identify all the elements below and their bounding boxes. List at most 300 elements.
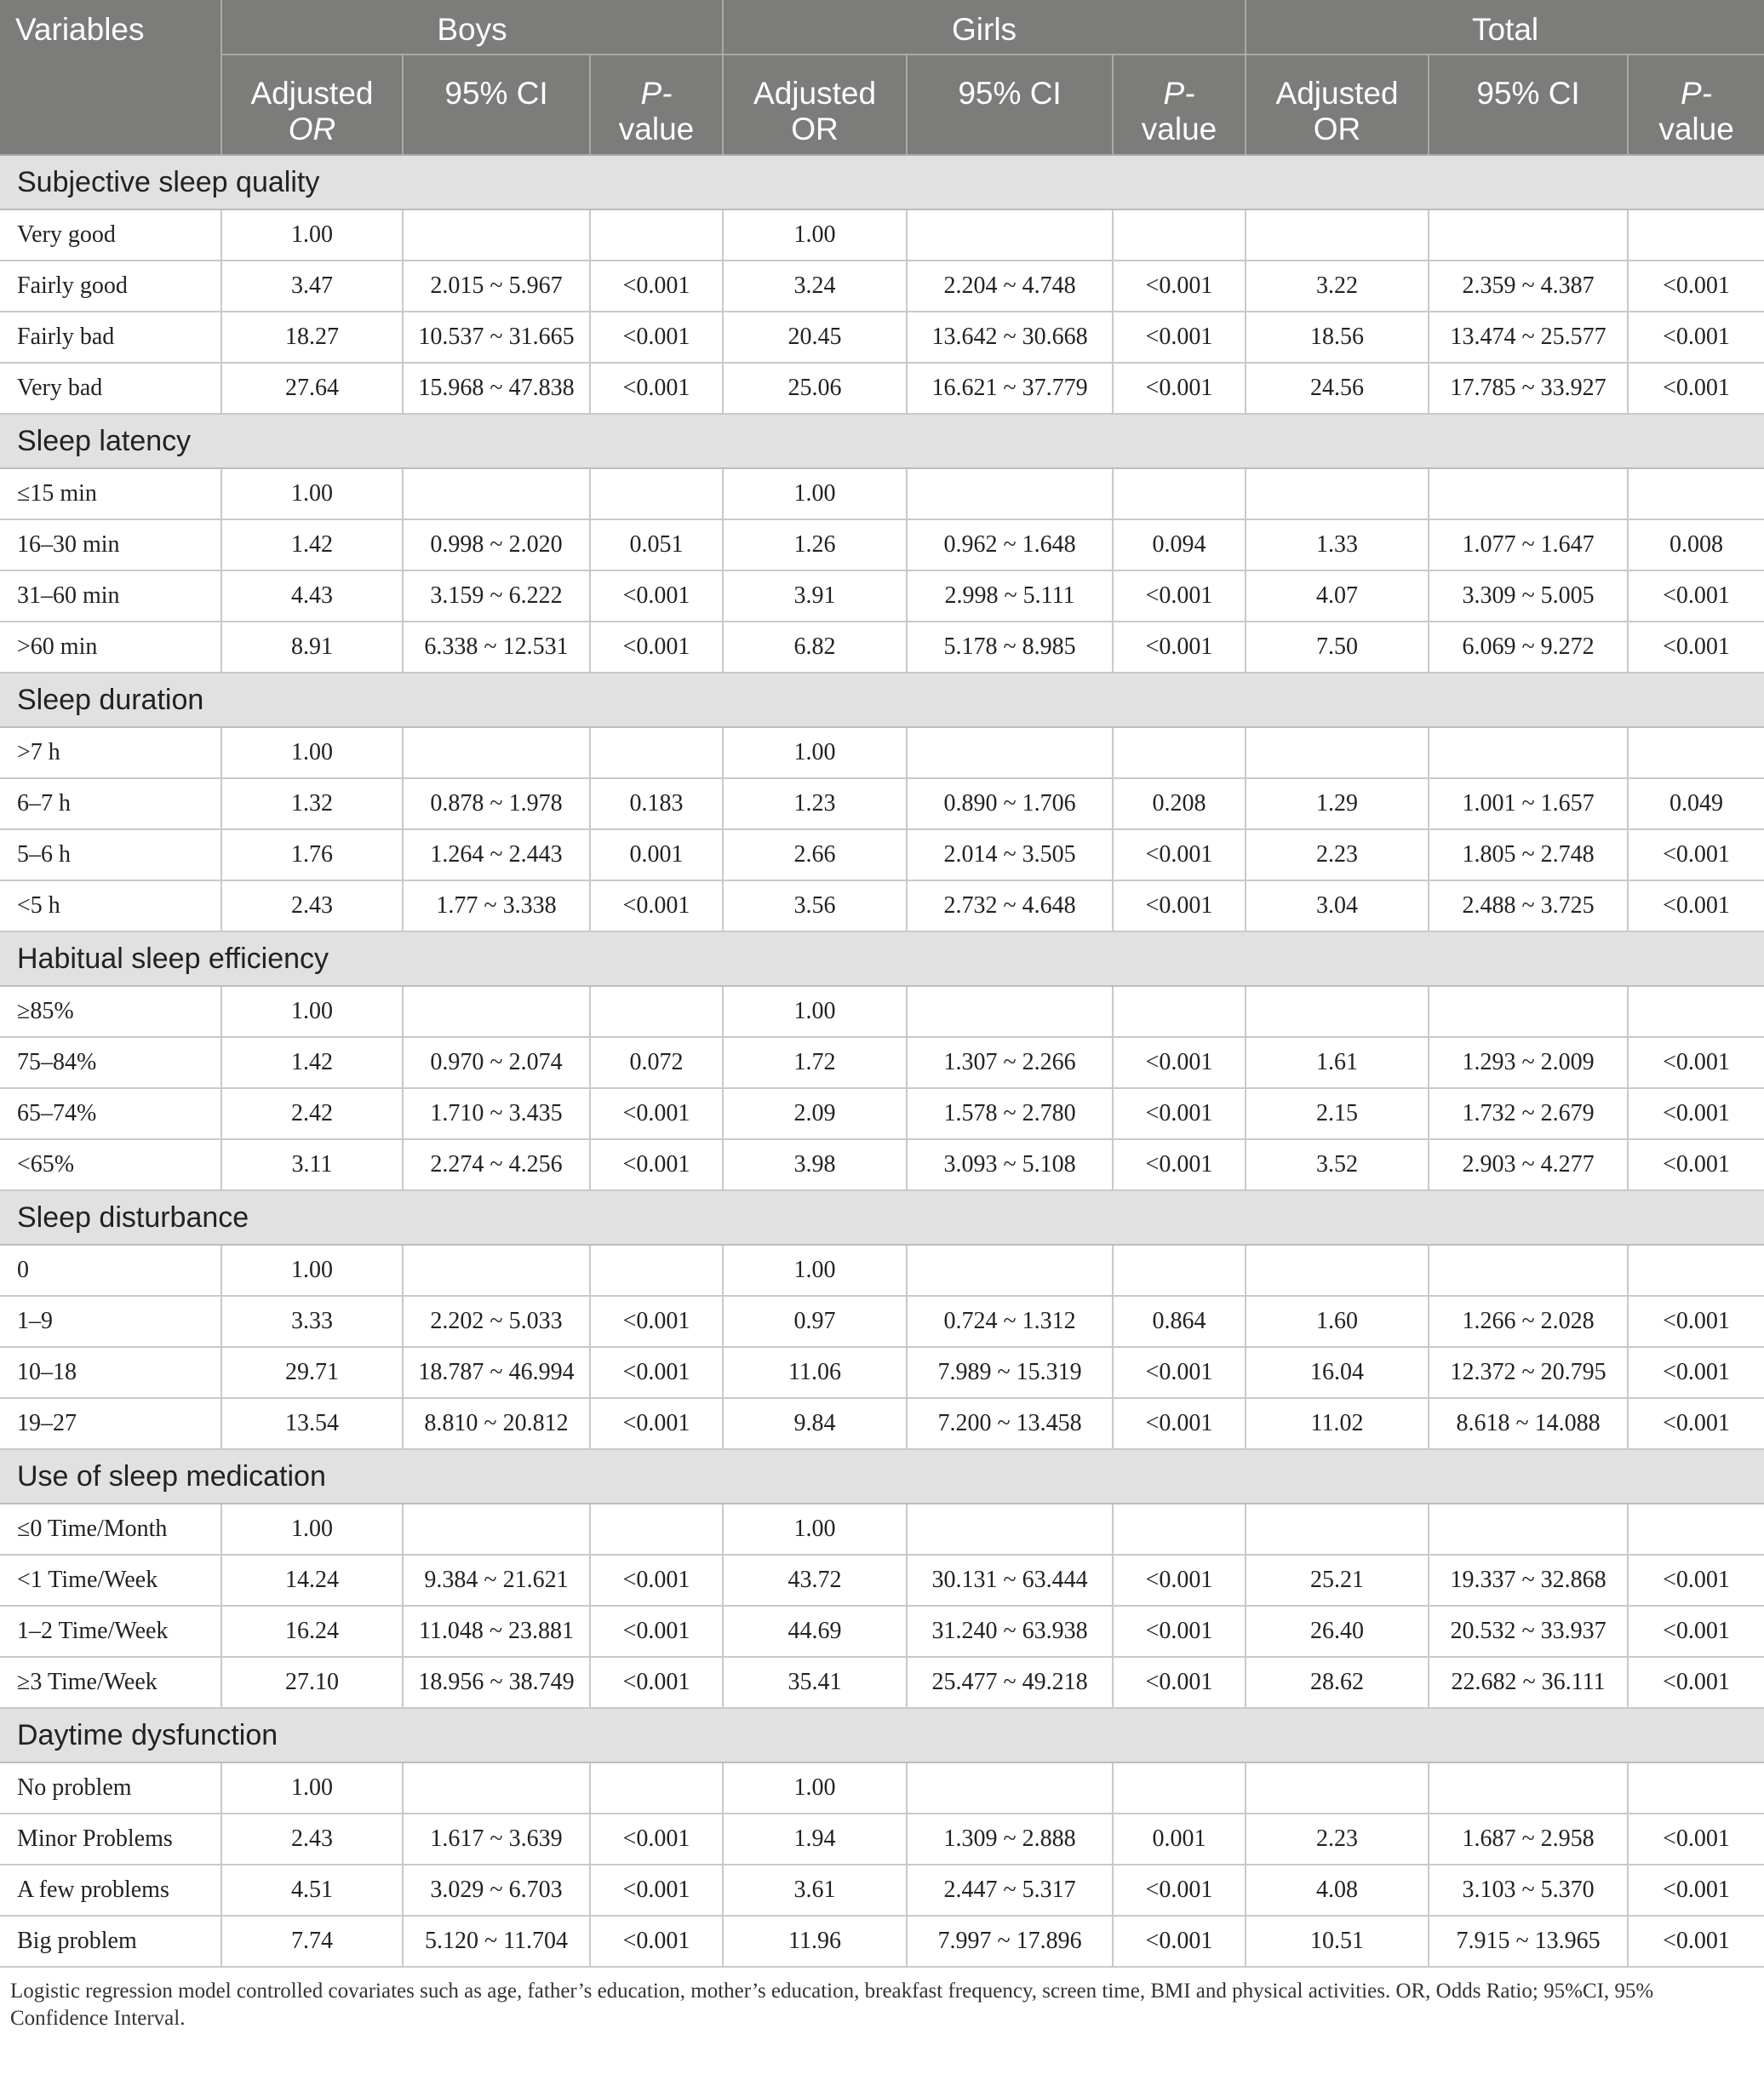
table-cell: 1.42 <box>221 519 403 570</box>
row-label: ≤0 Time/Month <box>0 1504 221 1555</box>
table-cell <box>1113 986 1246 1037</box>
table-cell: 27.10 <box>221 1657 403 1708</box>
table-cell: <0.001 <box>590 1347 723 1398</box>
header-label: value <box>1141 112 1217 146</box>
table-cell <box>1429 209 1628 261</box>
row-label: 75–84% <box>0 1037 221 1088</box>
table-cell: <0.001 <box>1113 1916 1246 1967</box>
table-cell: 16.24 <box>221 1606 403 1657</box>
table-row <box>0 1814 1764 1865</box>
table-cell: 0.998 ~ 2.020 <box>403 519 590 570</box>
table-cell: <0.001 <box>590 1296 723 1347</box>
table-cell: 2.66 <box>723 829 907 880</box>
table-cell <box>590 1245 723 1296</box>
table-cell <box>907 727 1113 778</box>
section-header-row <box>0 931 1764 986</box>
table-cell: 1.805 ~ 2.748 <box>1429 829 1628 880</box>
table-cell: 18.956 ~ 38.749 <box>403 1657 590 1708</box>
table-row <box>0 1762 1764 1814</box>
table-cell: <0.001 <box>590 261 723 312</box>
table-cell: 1.23 <box>723 778 907 829</box>
table-cell: <0.001 <box>1628 1347 1764 1398</box>
table-row <box>0 1037 1764 1088</box>
table-cell <box>1113 1245 1246 1296</box>
table-cell <box>1628 209 1764 261</box>
table-cell <box>907 1504 1113 1555</box>
table-cell <box>1113 727 1246 778</box>
table-cell: <0.001 <box>590 1814 723 1865</box>
table-cell: 0.183 <box>590 778 723 829</box>
table-cell: 6.82 <box>723 622 907 673</box>
table-cell: <0.001 <box>590 570 723 622</box>
table-cell: 2.359 ~ 4.387 <box>1429 261 1628 312</box>
table-cell: 1.00 <box>723 727 907 778</box>
table-cell: 5.120 ~ 11.704 <box>403 1916 590 1967</box>
table-cell: 1.00 <box>221 986 403 1037</box>
table-cell <box>403 209 590 261</box>
table-row <box>0 880 1764 931</box>
table-cell <box>1628 986 1764 1037</box>
table-cell: 1.293 ~ 2.009 <box>1429 1037 1628 1088</box>
table-cell: 2.204 ~ 4.748 <box>907 261 1113 312</box>
section-header-row <box>0 1449 1764 1504</box>
table-cell: 1.33 <box>1246 519 1429 570</box>
table-cell: <0.001 <box>590 1865 723 1916</box>
table-cell: 1.687 ~ 2.958 <box>1429 1814 1628 1865</box>
table-cell: 3.24 <box>723 261 907 312</box>
table-cell: <0.001 <box>1113 570 1246 622</box>
table-cell: 27.64 <box>221 363 403 414</box>
table-cell: 24.56 <box>1246 363 1429 414</box>
table-cell: 10.51 <box>1246 1916 1429 1967</box>
table-cell: <0.001 <box>1628 1865 1764 1916</box>
table-cell: 18.787 ~ 46.994 <box>403 1347 590 1398</box>
table-cell <box>1113 1504 1246 1555</box>
table-cell: 20.45 <box>723 312 907 363</box>
row-label: ≤15 min <box>0 468 221 519</box>
table-cell: <0.001 <box>1113 1657 1246 1708</box>
table-row <box>0 1245 1764 1296</box>
header-label: Adjusted <box>250 76 374 111</box>
table-cell <box>403 468 590 519</box>
table-cell: 1.309 ~ 2.888 <box>907 1814 1113 1865</box>
table-cell: 17.785 ~ 33.927 <box>1429 363 1628 414</box>
table-cell: <0.001 <box>1628 829 1764 880</box>
table-cell: 1.00 <box>221 727 403 778</box>
table-cell: 12.372 ~ 20.795 <box>1429 1347 1628 1398</box>
table-cell: <0.001 <box>1628 1296 1764 1347</box>
table-cell: 25.21 <box>1246 1555 1429 1606</box>
table-cell: <0.001 <box>590 622 723 673</box>
table-row <box>0 1606 1764 1657</box>
table-cell <box>1628 727 1764 778</box>
table-cell <box>1246 468 1429 519</box>
table-row <box>0 1296 1764 1347</box>
table-cell: 2.23 <box>1246 1814 1429 1865</box>
table-row <box>0 570 1764 622</box>
table-cell: <0.001 <box>1113 1037 1246 1088</box>
table-cell: 13.54 <box>221 1398 403 1449</box>
table-cell: 3.61 <box>723 1865 907 1916</box>
table-cell: 13.474 ~ 25.577 <box>1429 312 1628 363</box>
table-cell: <0.001 <box>590 1555 723 1606</box>
row-label: 1–2 Time/Week <box>0 1606 221 1657</box>
row-label: 16–30 min <box>0 519 221 570</box>
row-label: No problem <box>0 1762 221 1814</box>
table-cell: 0.001 <box>590 829 723 880</box>
table-cell <box>907 468 1113 519</box>
table-cell: 0.072 <box>590 1037 723 1088</box>
table-cell: 0.97 <box>723 1296 907 1347</box>
table-cell: 3.04 <box>1246 880 1429 931</box>
table-cell <box>1628 1504 1764 1555</box>
table-cell: 1.264 ~ 2.443 <box>403 829 590 880</box>
table-cell: <0.001 <box>1628 1814 1764 1865</box>
header-group-total: Total <box>1246 0 1764 54</box>
table-cell: 3.98 <box>723 1139 907 1190</box>
header-label: OR <box>288 112 336 146</box>
table-cell: 1.42 <box>221 1037 403 1088</box>
table-cell: <0.001 <box>1628 1657 1764 1708</box>
table-cell: 0.051 <box>590 519 723 570</box>
table-cell: 9.384 ~ 21.621 <box>403 1555 590 1606</box>
table-cell: 1.26 <box>723 519 907 570</box>
table-cell <box>590 986 723 1037</box>
row-label: 65–74% <box>0 1088 221 1139</box>
table-cell: 2.23 <box>1246 829 1429 880</box>
table-cell: 1.94 <box>723 1814 907 1865</box>
table-row <box>0 829 1764 880</box>
table-cell: <0.001 <box>1113 829 1246 880</box>
section-title: Sleep latency <box>0 414 1764 468</box>
table-cell: <0.001 <box>590 1139 723 1190</box>
row-label: 0 <box>0 1245 221 1296</box>
section-header-row <box>0 414 1764 468</box>
table-cell: <0.001 <box>1628 570 1764 622</box>
table-cell: 44.69 <box>723 1606 907 1657</box>
table-cell: 16.04 <box>1246 1347 1429 1398</box>
table-cell <box>1113 468 1246 519</box>
table-cell <box>590 468 723 519</box>
header-label: P- <box>1681 76 1713 111</box>
table-cell: 3.91 <box>723 570 907 622</box>
table-cell <box>907 1762 1113 1814</box>
table-cell: 2.274 ~ 4.256 <box>403 1139 590 1190</box>
table-row <box>0 1657 1764 1708</box>
table-row <box>0 727 1764 778</box>
table-cell <box>403 986 590 1037</box>
table-cell: 7.915 ~ 13.965 <box>1429 1916 1628 1967</box>
table-cell <box>403 1504 590 1555</box>
table-cell: 4.43 <box>221 570 403 622</box>
table-cell: 4.08 <box>1246 1865 1429 1916</box>
table-cell: 1.00 <box>221 209 403 261</box>
header-girls-ci: 95% CI <box>907 54 1113 155</box>
header-boys-adjusted-or <box>221 54 403 155</box>
section-title: Sleep disturbance <box>0 1190 1764 1245</box>
table-cell: 20.532 ~ 33.937 <box>1429 1606 1628 1657</box>
table-cell: 1.77 ~ 3.338 <box>403 880 590 931</box>
header-label: Adjusted <box>1275 76 1399 111</box>
table-cell: <0.001 <box>1628 1088 1764 1139</box>
table-cell: 3.47 <box>221 261 403 312</box>
table-cell: 0.864 <box>1113 1296 1246 1347</box>
table-cell: 3.159 ~ 6.222 <box>403 570 590 622</box>
table-cell: 8.618 ~ 14.088 <box>1429 1398 1628 1449</box>
row-label: ≥85% <box>0 986 221 1037</box>
header-label: value <box>618 112 695 146</box>
table-cell <box>403 1762 590 1814</box>
table-cell <box>1628 468 1764 519</box>
table-cell: 3.56 <box>723 880 907 931</box>
table-cell: 22.682 ~ 36.111 <box>1429 1657 1628 1708</box>
table-cell: 0.724 ~ 1.312 <box>907 1296 1113 1347</box>
table-cell: 18.27 <box>221 312 403 363</box>
table-cell: <0.001 <box>1628 1398 1764 1449</box>
table-cell: <0.001 <box>1113 363 1246 414</box>
table-cell: 6.338 ~ 12.531 <box>403 622 590 673</box>
table-cell: 1.72 <box>723 1037 907 1088</box>
table-cell: 28.62 <box>1246 1657 1429 1708</box>
row-label: <1 Time/Week <box>0 1555 221 1606</box>
table-cell: 1.61 <box>1246 1037 1429 1088</box>
table-cell: <0.001 <box>1113 261 1246 312</box>
table-row <box>0 312 1764 363</box>
table-cell <box>403 727 590 778</box>
section-title: Subjective sleep quality <box>0 155 1764 209</box>
table-cell: 1.732 ~ 2.679 <box>1429 1088 1628 1139</box>
table-cell: 2.43 <box>221 1814 403 1865</box>
table-row <box>0 261 1764 312</box>
table-cell: 3.22 <box>1246 261 1429 312</box>
section-header-row <box>0 673 1764 727</box>
table-cell: <0.001 <box>590 1088 723 1139</box>
table-cell: 1.00 <box>723 1504 907 1555</box>
table-cell: 26.40 <box>1246 1606 1429 1657</box>
row-label: >60 min <box>0 622 221 673</box>
table-cell: 1.00 <box>723 1762 907 1814</box>
table-cell: <0.001 <box>1628 1139 1764 1190</box>
table-cell: <0.001 <box>1628 1037 1764 1088</box>
table-row <box>0 1916 1764 1967</box>
table-cell: <0.001 <box>1628 1606 1764 1657</box>
header-label: P- <box>1163 76 1195 111</box>
table-cell <box>1429 1762 1628 1814</box>
table-cell: 11.02 <box>1246 1398 1429 1449</box>
row-label: 10–18 <box>0 1347 221 1398</box>
table-cell: 0.208 <box>1113 778 1246 829</box>
table-cell: 2.202 ~ 5.033 <box>403 1296 590 1347</box>
table-cell: 1.578 ~ 2.780 <box>907 1088 1113 1139</box>
table-cell: 2.43 <box>221 880 403 931</box>
row-label: Very good <box>0 209 221 261</box>
table-cell: 9.84 <box>723 1398 907 1449</box>
table-cell: <0.001 <box>590 1606 723 1657</box>
table-cell: 0.008 <box>1628 519 1764 570</box>
table-cell: 11.96 <box>723 1916 907 1967</box>
header-label: OR <box>791 112 839 146</box>
table-cell: 3.309 ~ 5.005 <box>1429 570 1628 622</box>
header-total-p-value <box>1628 54 1764 155</box>
table-cell: 3.093 ~ 5.108 <box>907 1139 1113 1190</box>
table-footnote: Logistic regression model controlled covariates such as age, father’s education, mother’s education, breakfast frequency, screen time, BMI and physical activities. OR, Odds Ratio; 95%CI, 95% Confidence Interval. <box>10 1980 1654 2030</box>
table-cell <box>1628 1762 1764 1814</box>
header-variables-continued <box>0 54 221 155</box>
table-row <box>0 1347 1764 1398</box>
header-boys-ci: 95% CI <box>403 54 590 155</box>
table-row <box>0 986 1764 1037</box>
table-cell: 7.50 <box>1246 622 1429 673</box>
table-cell: 1.29 <box>1246 778 1429 829</box>
row-label: Minor Problems <box>0 1814 221 1865</box>
table-cell: 1.00 <box>723 1245 907 1296</box>
table-cell: 4.51 <box>221 1865 403 1916</box>
table-body <box>0 155 1764 1967</box>
table-cell: 4.07 <box>1246 570 1429 622</box>
table-cell: 3.029 ~ 6.703 <box>403 1865 590 1916</box>
table-cell: 2.09 <box>723 1088 907 1139</box>
table-cell <box>907 1245 1113 1296</box>
table-cell: 7.200 ~ 13.458 <box>907 1398 1113 1449</box>
table-cell <box>590 1504 723 1555</box>
table-cell <box>590 1762 723 1814</box>
row-label: Very bad <box>0 363 221 414</box>
table-cell: 18.56 <box>1246 312 1429 363</box>
section-title: Sleep duration <box>0 673 1764 727</box>
table-cell: 1.266 ~ 2.028 <box>1429 1296 1628 1347</box>
table-cell <box>1429 986 1628 1037</box>
table-cell: 25.477 ~ 49.218 <box>907 1657 1113 1708</box>
table-cell <box>403 1245 590 1296</box>
table-cell: <0.001 <box>1628 1916 1764 1967</box>
table-cell: <0.001 <box>1113 1398 1246 1449</box>
header-variables: Variables <box>0 0 221 54</box>
table-row <box>0 1398 1764 1449</box>
table-cell: 0.094 <box>1113 519 1246 570</box>
table-cell: 8.810 ~ 20.812 <box>403 1398 590 1449</box>
header-group-boys: Boys <box>221 0 723 54</box>
table-cell: 0.878 ~ 1.978 <box>403 778 590 829</box>
table-cell <box>590 727 723 778</box>
table-cell <box>1246 1245 1429 1296</box>
table-cell: <0.001 <box>1628 312 1764 363</box>
table-cell: 7.989 ~ 15.319 <box>907 1347 1113 1398</box>
row-label: 6–7 h <box>0 778 221 829</box>
table-cell: <0.001 <box>1113 1555 1246 1606</box>
table-cell: <0.001 <box>1628 261 1764 312</box>
table-row <box>0 778 1764 829</box>
table-cell: <0.001 <box>590 880 723 931</box>
table-row <box>0 1088 1764 1139</box>
table-cell: 3.52 <box>1246 1139 1429 1190</box>
table-cell: 15.968 ~ 47.838 <box>403 363 590 414</box>
section-title: Daytime dysfunction <box>0 1708 1764 1762</box>
table-cell: 1.76 <box>221 829 403 880</box>
row-label: Fairly bad <box>0 312 221 363</box>
table-cell <box>1246 727 1429 778</box>
table-cell: <0.001 <box>1113 1088 1246 1139</box>
section-title: Use of sleep medication <box>0 1449 1764 1504</box>
table-cell: 1.00 <box>221 1504 403 1555</box>
table-cell <box>590 209 723 261</box>
header-label: P- <box>640 76 673 111</box>
table-cell <box>907 209 1113 261</box>
table-cell: 2.42 <box>221 1088 403 1139</box>
table-cell <box>1246 986 1429 1037</box>
row-label: 31–60 min <box>0 570 221 622</box>
row-label: 1–9 <box>0 1296 221 1347</box>
row-label: <65% <box>0 1139 221 1190</box>
table-cell: 43.72 <box>723 1555 907 1606</box>
table-cell: 0.890 ~ 1.706 <box>907 778 1113 829</box>
table-cell: 35.41 <box>723 1657 907 1708</box>
table-cell <box>1429 1504 1628 1555</box>
table-cell: 2.015 ~ 5.967 <box>403 261 590 312</box>
table-cell: 2.488 ~ 3.725 <box>1429 880 1628 931</box>
section-header-row <box>0 1708 1764 1762</box>
table-cell: <0.001 <box>590 312 723 363</box>
header-label: OR <box>1313 112 1361 146</box>
table-cell <box>907 986 1113 1037</box>
table-row <box>0 1139 1764 1190</box>
table-cell: 0.970 ~ 2.074 <box>403 1037 590 1088</box>
table-row <box>0 1555 1764 1606</box>
row-label: ≥3 Time/Week <box>0 1657 221 1708</box>
table-cell <box>1429 727 1628 778</box>
table-cell: 13.642 ~ 30.668 <box>907 312 1113 363</box>
row-label: Big problem <box>0 1916 221 1967</box>
table-cell: 1.00 <box>723 209 907 261</box>
row-label: 5–6 h <box>0 829 221 880</box>
table-cell: 1.077 ~ 1.647 <box>1429 519 1628 570</box>
table-cell: 1.617 ~ 3.639 <box>403 1814 590 1865</box>
table-cell <box>1246 1504 1429 1555</box>
table-cell: 2.447 ~ 5.317 <box>907 1865 1113 1916</box>
table-cell: 2.903 ~ 4.277 <box>1429 1139 1628 1190</box>
table-cell: 1.60 <box>1246 1296 1429 1347</box>
table-cell: 0.049 <box>1628 778 1764 829</box>
table-cell: <0.001 <box>1113 622 1246 673</box>
table-cell: 16.621 ~ 37.779 <box>907 363 1113 414</box>
section-title: Habitual sleep efficiency <box>0 931 1764 986</box>
table-cell: 11.06 <box>723 1347 907 1398</box>
table-cell: 8.91 <box>221 622 403 673</box>
table-cell: <0.001 <box>1113 1606 1246 1657</box>
table-cell: 0.962 ~ 1.648 <box>907 519 1113 570</box>
table-cell: 3.33 <box>221 1296 403 1347</box>
row-label: 19–27 <box>0 1398 221 1449</box>
table-cell: <0.001 <box>1113 1347 1246 1398</box>
row-label: >7 h <box>0 727 221 778</box>
header-total-adjusted-or <box>1246 54 1429 155</box>
header-label: Adjusted <box>753 76 877 111</box>
table-cell: 6.069 ~ 9.272 <box>1429 622 1628 673</box>
table-cell: 1.32 <box>221 778 403 829</box>
row-label: A few problems <box>0 1865 221 1916</box>
table-cell: 1.00 <box>221 1245 403 1296</box>
table-cell: <0.001 <box>1628 1555 1764 1606</box>
table-cell: 2.998 ~ 5.111 <box>907 570 1113 622</box>
table-row <box>0 1504 1764 1555</box>
table-cell: 1.00 <box>221 1762 403 1814</box>
table-cell <box>1429 468 1628 519</box>
header-group-girls: Girls <box>723 0 1246 54</box>
header-girls-adjusted-or <box>723 54 907 155</box>
table-cell: 7.997 ~ 17.896 <box>907 1916 1113 1967</box>
table-row <box>0 468 1764 519</box>
table-row <box>0 209 1764 261</box>
table-cell: 1.710 ~ 3.435 <box>403 1088 590 1139</box>
